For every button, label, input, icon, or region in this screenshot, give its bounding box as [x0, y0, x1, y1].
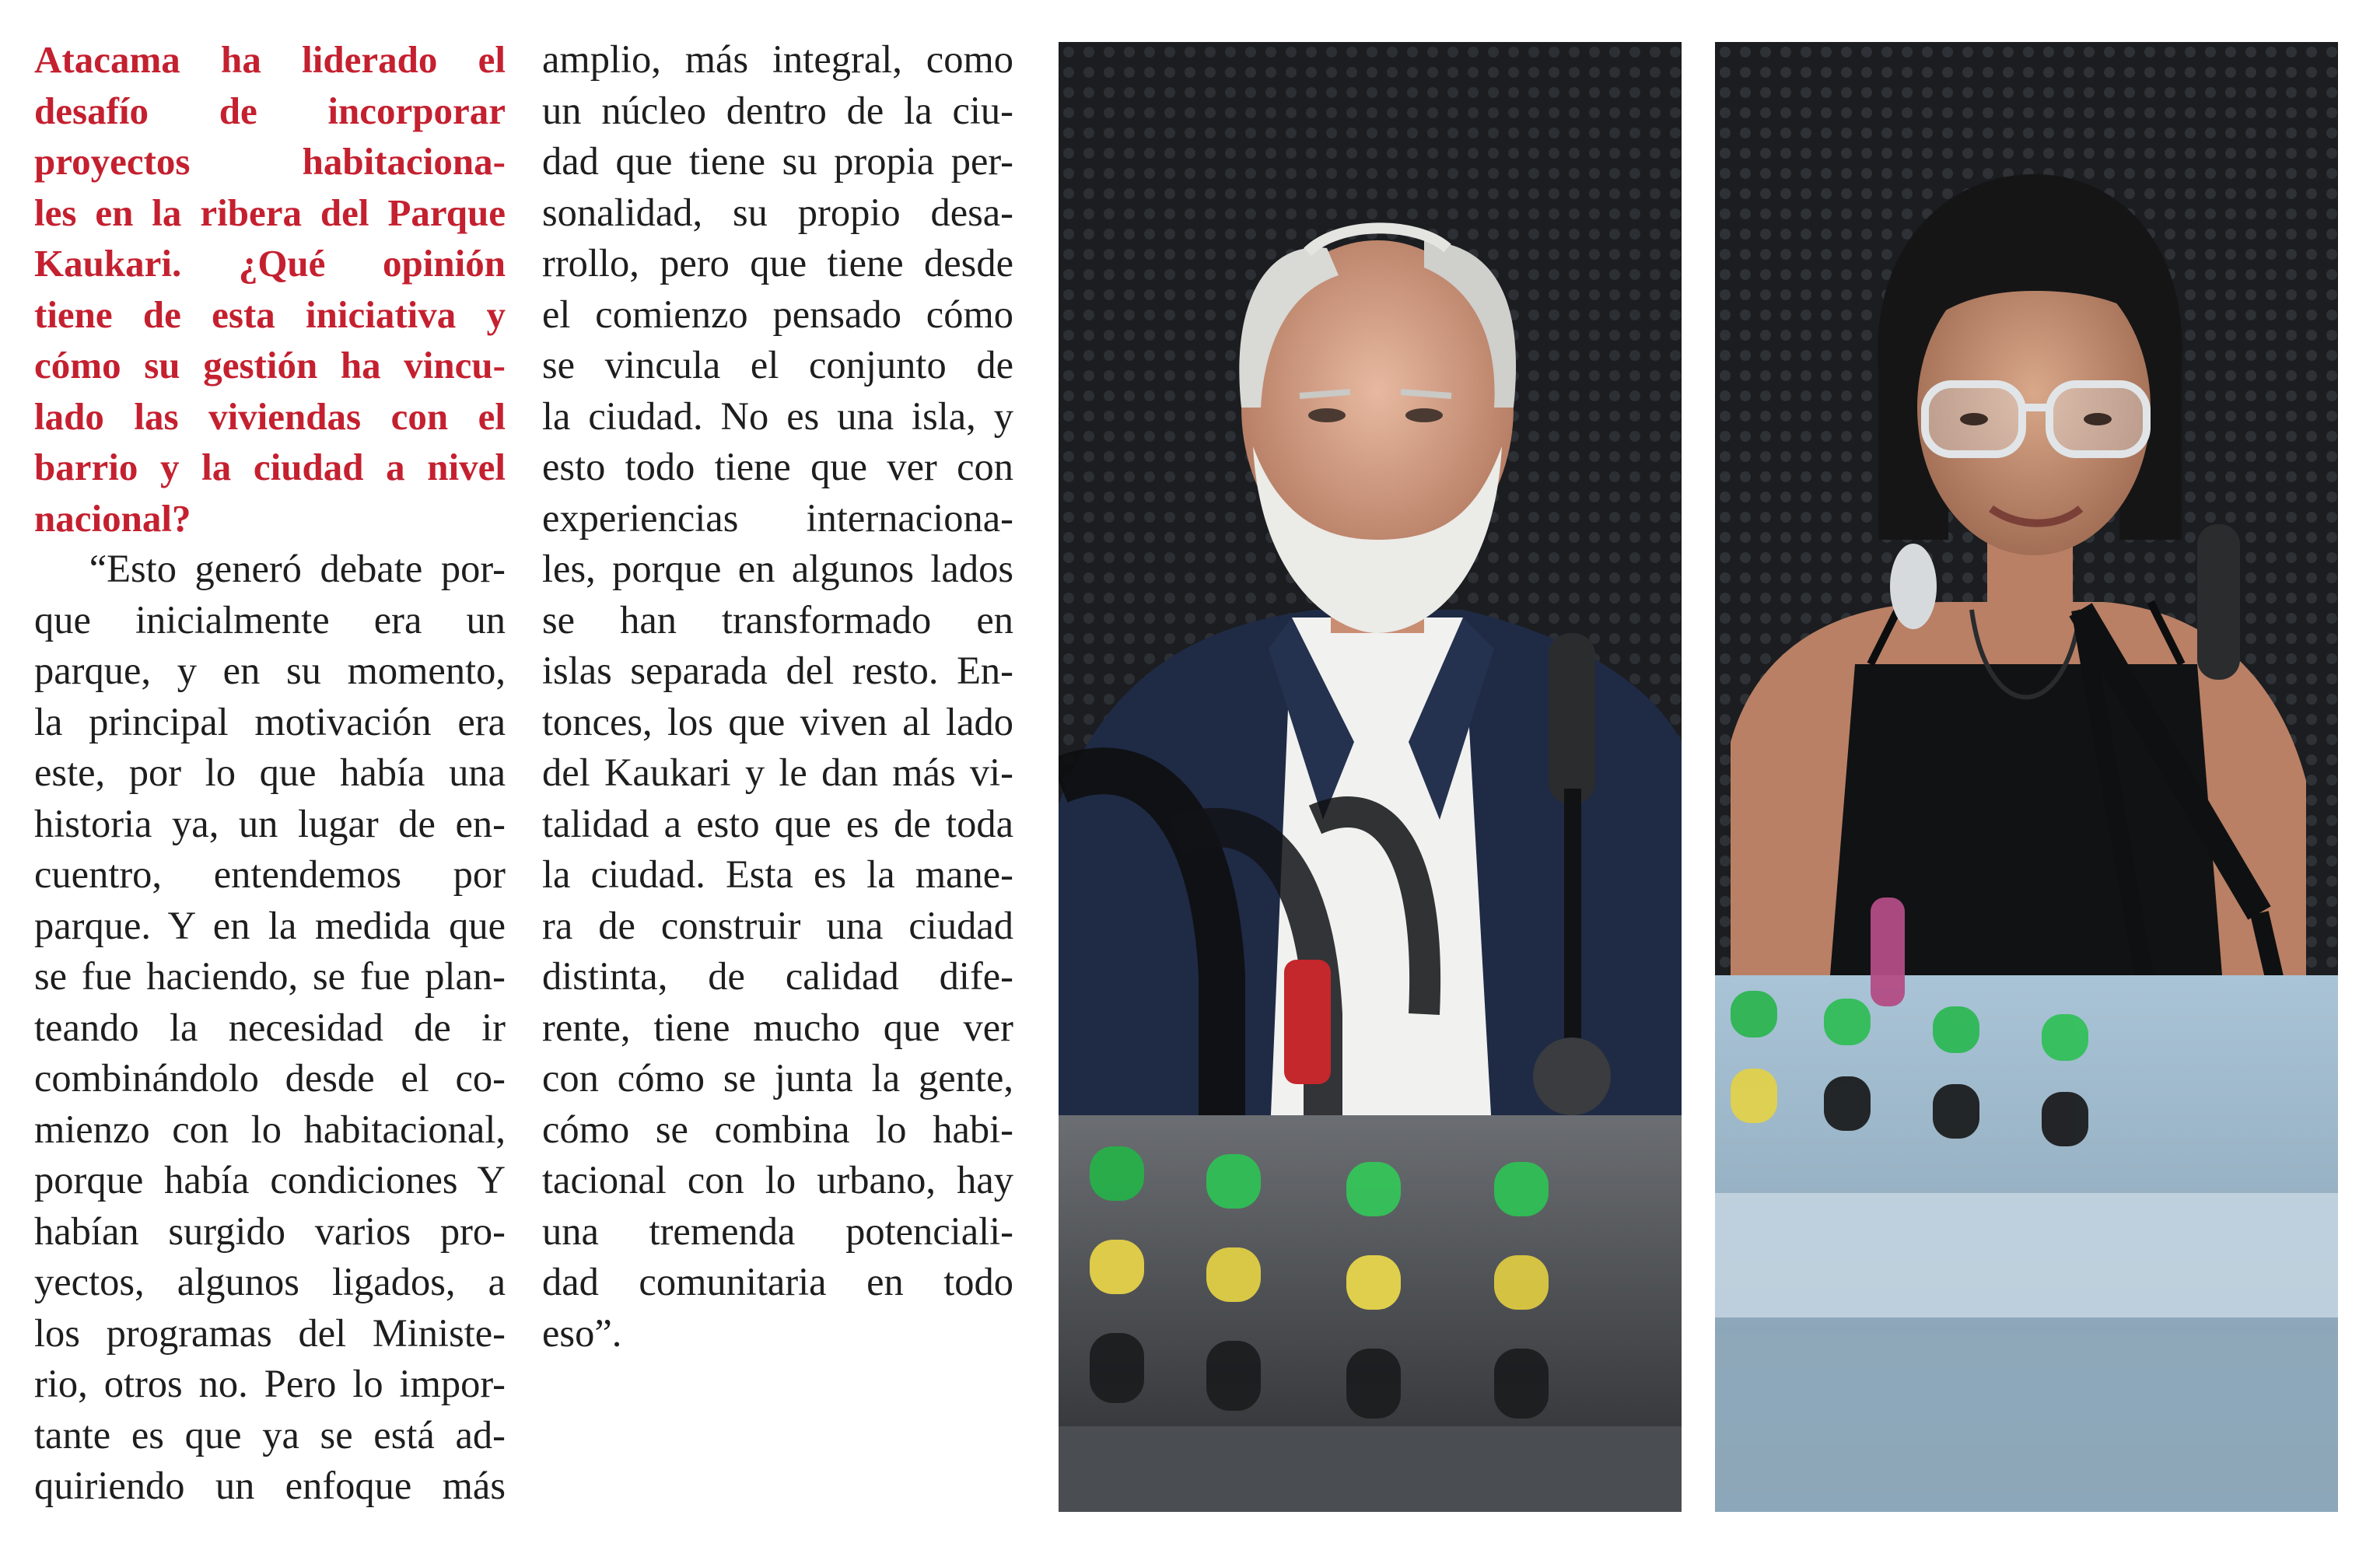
question-line: proyectos habitaciona-	[34, 140, 506, 183]
answer-line: islas separada del resto. En-	[542, 649, 1013, 692]
answer-line: rio, otros no. Pero lo impor-	[34, 1362, 506, 1405]
answer-line: se vincula el conjunto de	[542, 343, 1013, 387]
answer-line: que inicialmente era un	[34, 597, 506, 642]
answer-line: porque había condiciones Y	[34, 1158, 506, 1202]
question-line: Atacama ha liderado el	[34, 38, 506, 81]
question-line: Kaukari. ¿Qué opinión	[34, 242, 506, 285]
interview-answer-part-1	[34, 544, 506, 1512]
answer-line: se han transformado en	[542, 597, 1013, 642]
question-line: les en la ribera del Parque	[34, 191, 506, 234]
answer-line: del Kaukari y le dan más vi-	[542, 751, 1013, 794]
interview-answer-part-2	[542, 34, 1013, 1359]
answer-line: quiriendo un enfoque más	[34, 1464, 506, 1507]
answer-line: talidad a esto que es de toda	[542, 801, 1013, 845]
answer-line: cuentro, entendemos por	[34, 852, 506, 896]
answer-line: la ciudad. Esta es la mane-	[542, 852, 1013, 896]
photo-woman-at-microphone	[1715, 42, 2338, 1512]
answer-line: rrollo, pero que tiene desde	[542, 241, 1013, 285]
answer-line: distinta, de calidad dife-	[542, 954, 1013, 998]
answer-line: sonalidad, su propio desa-	[542, 190, 1013, 234]
answer-line: cómo se combina lo habi-	[542, 1107, 1013, 1151]
answer-line: teando la necesidad de ir	[34, 1005, 506, 1049]
question-line: lado las viviendas con el	[34, 394, 506, 438]
text-column-2	[542, 34, 1013, 1359]
answer-line: el comienzo pensado cómo	[542, 292, 1013, 336]
answer-line: rente, tiene mucho que ver	[542, 1005, 1013, 1049]
answer-line: habían surgido varios pro-	[34, 1209, 506, 1253]
interview-question	[34, 34, 506, 544]
answer-line: ra de construir una ciudad	[542, 903, 1013, 947]
answer-line: la ciudad. No es una isla, y	[542, 394, 1013, 438]
answer-line: parque, y en su momento,	[34, 649, 506, 692]
answer-line: “Esto generó debate por-	[34, 547, 506, 590]
answer-line: los programas del Ministe-	[34, 1310, 506, 1355]
answer-line: historia ya, un lugar de en-	[34, 801, 506, 845]
answer-line: con cómo se junta la gente,	[542, 1056, 1013, 1100]
answer-line: combinándolo desde el co-	[34, 1056, 506, 1100]
answer-line: yectos, algunos ligados, a	[34, 1260, 506, 1303]
answer-line: la principal motivación era	[34, 699, 506, 744]
answer-line: una tremenda potenciali-	[542, 1209, 1013, 1253]
question-line: desafío de incorporar	[34, 89, 506, 132]
answer-line: les, porque en algunos lados	[542, 547, 1013, 590]
text-column-1	[34, 34, 506, 1512]
question-line: barrio y la ciudad a nivel	[34, 446, 506, 488]
question-line: tiene de esta iniciativa y	[34, 292, 506, 336]
answer-line: tante es que ya se está ad-	[34, 1412, 506, 1457]
question-line: cómo su gestión ha vincu-	[34, 344, 506, 387]
answer-line: este, por lo que había una	[34, 751, 506, 794]
answer-line: esto todo tiene que ver con	[542, 445, 1013, 488]
photo-man-at-microphone	[1059, 42, 1682, 1512]
question-line: nacional?	[34, 496, 191, 540]
answer-line: dad que tiene su propia per-	[542, 139, 1013, 183]
answer-line: mienzo con lo habitacional,	[34, 1107, 506, 1151]
answer-line: parque. Y en la medida que	[34, 903, 506, 947]
answer-line: un núcleo dentro de la ciu-	[542, 88, 1013, 132]
answer-line: dad comunitaria en todo	[542, 1260, 1013, 1303]
answer-line: tacional con lo urbano, hay	[542, 1158, 1013, 1202]
answer-line: amplio, más integral, como	[542, 37, 1013, 81]
answer-line: experiencias internaciona-	[542, 495, 1013, 540]
answer-line: se fue haciendo, se fue plan-	[34, 954, 506, 998]
answer-line: eso”.	[542, 1310, 622, 1355]
answer-line: tonces, los que viven al lado	[542, 699, 1013, 744]
